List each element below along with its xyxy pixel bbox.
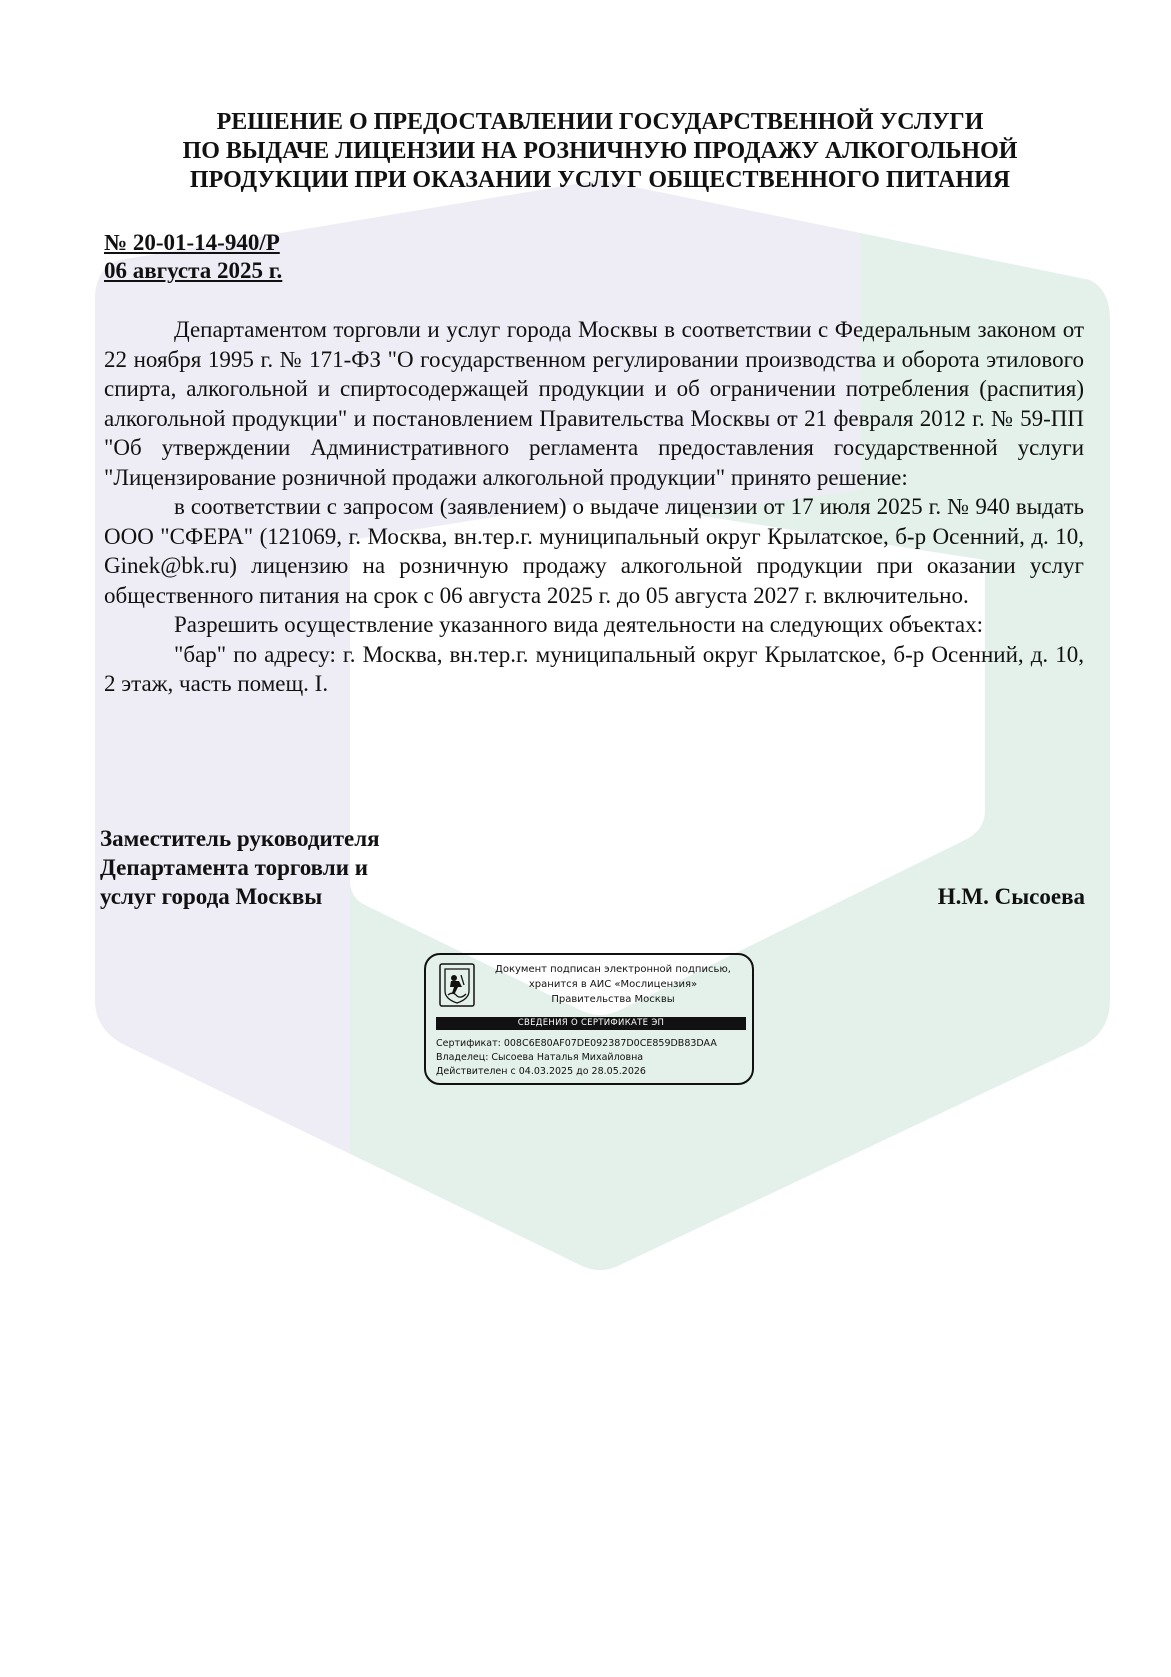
- title-line: ПРОДУКЦИИ ПРИ ОКАЗАНИИ УСЛУГ ОБЩЕСТВЕННОГО ПИТАНИЯ: [189, 167, 1011, 193]
- certificate-owner: Владелец: Сысоева Наталья Михайловна: [436, 1052, 644, 1063]
- body-paragraph: в соответствии с запросом (заявлением) о выдаче лицензии от 17 июля 2025 г. № 940 выдать ООО "СФЕРА" (121069, г. Москва, вн.тер.г. муниципальный округ Крылатское, б-р Осенний, д. 10, Ginek@bk.ru) лицензию на розничную продажу алкогольной продукции при оказании услуг общественного питания на срок с 06 августа 2025 г. до 05 августа 2027 г. включительно.: [104, 494, 1084, 608]
- stamp-header-line: Правительства Москвы: [551, 994, 675, 1005]
- document-number: № 20-01-14-940/Р: [104, 230, 280, 255]
- body-paragraph: Разрешить осуществление указанного вида деятельности на следующих объектах:: [174, 612, 983, 637]
- document-body: [104, 315, 1084, 699]
- stamp-certificate-bar: СВЕДЕНИЯ О СЕРТИФИКАТЕ ЭП: [436, 1017, 746, 1030]
- electronic-signature-stamp: [424, 953, 754, 1085]
- stamp-header-line: Документ подписан электронной подписью,: [495, 964, 731, 975]
- body-paragraph: Департаментом торговли и услуг города Москвы в соответствии с Федеральным законом от 22 ноября 1995 г. № 171-ФЗ "О государственном регулировании производства и оборота этилового спирта, алкогольной и спиртосодержащей продукции и об ограничении потребления (распития) алкогольной продукции" и постановлением Правительства Москвы от 21 февраля 2012 г. № 59-ПП "Об утверждении Административного регламента предоставления государственной услуги "Лицензирование розничной продажи алкогольной продукции" принято решение:: [104, 317, 1084, 490]
- document-date: 06 августа 2025 г.: [104, 258, 283, 283]
- stamp-header-line: хранится в АИС «Мослицензия»: [528, 979, 698, 990]
- certificate-serial: Сертификат: 008C6E80AF07DE092387D0CE859DB83DAA: [436, 1038, 717, 1049]
- stamp-certificate-info: [436, 1037, 717, 1079]
- certificate-validity: Действителен с 04.03.2025 до 28.05.2026: [436, 1066, 646, 1077]
- position-line: услуг города Москвы: [100, 884, 323, 909]
- moscow-coat-of-arms-icon: [439, 963, 475, 1007]
- signatory-name: Н.М. Сысоева: [937, 884, 1085, 909]
- title-line: ПО ВЫДАЧЕ ЛИЦЕНЗИИ НА РОЗНИЧНУЮ ПРОДАЖУ АЛКОГОЛЬНОЙ: [182, 138, 1018, 164]
- body-paragraph: "бар" по адресу: г. Москва, вн.тер.г. муниципальный округ Крылатское, б-р Осенний, д. 10, 2 этаж, часть помещ. I.: [104, 641, 1084, 696]
- title-line: РЕШЕНИЕ О ПРЕДОСТАВЛЕНИИ ГОСУДАРСТВЕННОЙ УСЛУГИ: [216, 109, 984, 135]
- document-reference: [104, 229, 282, 285]
- position-line: Заместитель руководителя: [100, 826, 380, 851]
- signatory-position: [100, 824, 380, 911]
- position-line: Департамента торговли и: [100, 855, 368, 880]
- stamp-header: [478, 962, 748, 1007]
- document-title: [100, 108, 1100, 195]
